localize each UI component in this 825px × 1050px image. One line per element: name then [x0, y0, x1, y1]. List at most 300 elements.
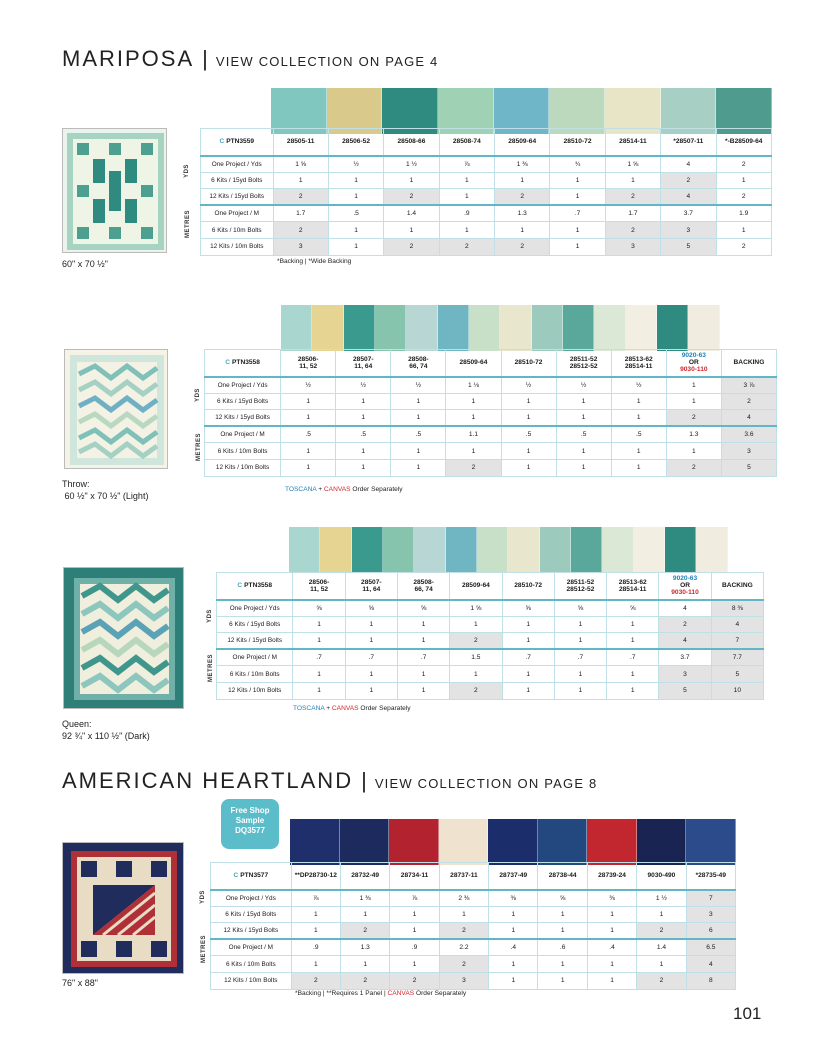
table-cell: .7: [607, 649, 659, 666]
note-part: CANVAS: [323, 486, 351, 493]
table-cell: 2: [666, 459, 721, 476]
table-cell: 1: [607, 682, 659, 699]
table-cell: 1: [538, 972, 587, 989]
table-cell: 1: [439, 189, 494, 206]
table-cell: 1: [345, 616, 397, 633]
table-cell: 1: [384, 222, 439, 239]
row-label: 12 Kits / 15yd Bolts: [211, 923, 292, 940]
table-cell: 1: [489, 923, 538, 940]
table-cell: 2: [716, 189, 772, 206]
row-label: One Project / M: [217, 649, 293, 666]
fabric-swatch: [406, 305, 437, 351]
table-cell: 4: [711, 616, 763, 633]
table-row: [201, 205, 772, 222]
table-cell: 1: [554, 682, 606, 699]
table-row: [211, 956, 736, 973]
table-cell: 1: [550, 172, 605, 189]
badge-line: DQ3577: [235, 826, 265, 835]
row-label: 12 Kits / 10m Bolts: [217, 682, 293, 699]
table-cell: ⅝: [397, 600, 449, 617]
fabric-swatch: [634, 527, 665, 573]
fabric-swatch: [594, 305, 625, 351]
table-cell: 2: [390, 972, 439, 989]
metres-group-label: METRES: [185, 209, 192, 239]
fabric-swatch: [488, 819, 538, 865]
table-row: [217, 633, 764, 650]
table-cell: 1: [611, 410, 666, 427]
solid-option-or: OR: [680, 582, 690, 590]
table-cell: 1: [328, 172, 383, 189]
mariposa-yardage-table: [200, 128, 772, 256]
table-cell: ⅞: [390, 890, 439, 907]
fabric-swatch: [563, 305, 594, 351]
table-cell: 1: [293, 633, 345, 650]
table-cell: 2: [450, 682, 502, 699]
metres-group-label: METRES: [196, 432, 203, 462]
fabric-column-header: 9030-490: [637, 863, 686, 890]
queen-size-caption: Queen: 92 ¾" x 110 ½" (Dark): [62, 719, 150, 741]
table-cell: 1 ½: [384, 156, 439, 173]
table-row: [211, 923, 736, 940]
table-cell: 1: [716, 222, 772, 239]
fabric-column-header: 28509-64: [446, 350, 501, 377]
table-cell: 2 ⅜: [439, 890, 488, 907]
table-cell: 1: [397, 682, 449, 699]
table-cell: 1.4: [637, 939, 686, 956]
table-cell: 2: [384, 189, 439, 206]
pattern-number: C PTN3559: [201, 129, 274, 156]
fabric-column-header: 28511-52 28512-52: [554, 573, 606, 600]
row-label: 12 Kits / 15yd Bolts: [205, 410, 281, 427]
table-cell: .7: [345, 649, 397, 666]
fabric-swatch: [340, 819, 390, 865]
fabric-column-header: 28506- 11, 52: [281, 350, 336, 377]
table-cell: .5: [611, 426, 666, 443]
table-cell: 1.5: [450, 649, 502, 666]
fabric-column-header: 28506- 11, 52: [293, 573, 345, 600]
table-cell: 1.3: [666, 426, 721, 443]
table-cell: 1: [345, 633, 397, 650]
throw-quilt-image: [64, 349, 168, 469]
fabric-swatch: [696, 527, 727, 573]
table-cell: 1: [328, 189, 383, 206]
pattern-number: C PTN3558: [205, 350, 281, 377]
fabric-column-header: 28739-24: [587, 863, 636, 890]
table-row: [217, 600, 764, 617]
table-cell: 1 ⅜: [495, 156, 550, 173]
badge-line: Free Shop: [230, 806, 270, 815]
fabric-swatch: [688, 305, 719, 351]
heartland-title: AMERICAN HEARTLAND: [62, 768, 354, 793]
heartland-subtitle: VIEW COLLECTION ON PAGE 8: [374, 776, 598, 791]
table-cell: 2: [721, 393, 776, 410]
table-cell: 3: [686, 906, 735, 923]
row-label: 6 Kits / 15yd Bolts: [217, 616, 293, 633]
table-row: [211, 890, 736, 907]
table-cell: 1: [556, 393, 611, 410]
row-label: 6 Kits / 10m Bolts: [201, 222, 274, 239]
table-cell: 1: [538, 956, 587, 973]
table-row: [201, 189, 772, 206]
fabric-swatch: [344, 305, 375, 351]
solid-option-red: 9030-110: [680, 366, 708, 374]
table-cell: 1: [637, 956, 686, 973]
table-cell: 2: [495, 238, 550, 255]
mariposa-quilt-image: [62, 128, 167, 253]
table-cell: .7: [502, 649, 554, 666]
table-row: [217, 616, 764, 633]
table-cell: 1: [502, 616, 554, 633]
table-cell: 2.2: [439, 939, 488, 956]
table-cell: 5: [721, 459, 776, 476]
fabric-swatch: [538, 819, 588, 865]
table-cell: 1: [391, 443, 446, 460]
row-label: One Project / M: [205, 426, 281, 443]
table-cell: 1: [340, 906, 389, 923]
heartland-heading: [62, 768, 597, 794]
queen-fabric-swatches: [289, 527, 728, 573]
table-cell: 5: [659, 682, 711, 699]
fabric-swatch: [532, 305, 563, 351]
table-cell: 2: [273, 222, 328, 239]
note-part: TOSCANA: [285, 486, 317, 493]
queen-quilt-image: [63, 567, 184, 709]
table-cell: 1: [554, 616, 606, 633]
table-row: [211, 939, 736, 956]
table-cell: 7: [711, 633, 763, 650]
table-cell: 2: [666, 410, 721, 427]
table-cell: .5: [281, 426, 336, 443]
fabric-column-header: 28506-52: [328, 129, 383, 156]
table-cell: 5: [711, 666, 763, 683]
fabric-column-header: 28737-11: [439, 863, 488, 890]
table-cell: 1: [293, 666, 345, 683]
table-cell: 2: [439, 923, 488, 940]
solid-option-or: OR: [688, 359, 699, 367]
fabric-swatch: [686, 819, 736, 865]
table-cell: 3: [605, 238, 660, 255]
table-cell: 1.3: [495, 205, 550, 222]
table-cell: 1: [556, 410, 611, 427]
table-cell: 8 ⅜: [711, 600, 763, 617]
table-cell: 1: [556, 443, 611, 460]
fabric-swatch: [375, 305, 406, 351]
table-cell: .5: [391, 426, 446, 443]
fabric-column-header: 28734-11: [390, 863, 439, 890]
table-cell: 1: [291, 956, 340, 973]
note-part: +: [324, 705, 332, 712]
table-cell: 1: [291, 906, 340, 923]
table-cell: 6: [686, 923, 735, 940]
heartland-order-note: [295, 990, 466, 997]
fabric-swatch: [602, 527, 633, 573]
row-label: One Project / Yds: [205, 377, 281, 394]
table-cell: 1: [502, 682, 554, 699]
row-label: One Project / M: [211, 939, 292, 956]
page-number: 101: [733, 1004, 762, 1023]
table-cell: 1: [489, 906, 538, 923]
fabric-swatch: [540, 527, 571, 573]
fabric-column-header: 28508-66: [384, 129, 439, 156]
table-cell: 1: [384, 172, 439, 189]
row-label: One Project / Yds: [201, 156, 274, 173]
table-cell: .7: [293, 649, 345, 666]
queen-order-note: [293, 705, 411, 712]
c-logo-icon: C: [225, 359, 231, 367]
table-cell: 1: [281, 410, 336, 427]
table-cell: 1: [345, 666, 397, 683]
table-cell: 1: [607, 666, 659, 683]
table-cell: 2: [716, 156, 772, 173]
table-cell: 1: [501, 410, 556, 427]
mariposa-subtitle: VIEW COLLECTION ON PAGE 4: [215, 54, 439, 69]
table-cell: 1: [556, 459, 611, 476]
table-cell: .5: [336, 426, 391, 443]
c-logo-icon: C: [237, 582, 243, 590]
fabric-swatch: [665, 527, 696, 573]
table-cell: 1: [345, 682, 397, 699]
solid-option-blue: 9020-63: [681, 352, 706, 360]
table-cell: ⅞: [291, 890, 340, 907]
fabric-column-header: 28507- 11, 64: [336, 350, 391, 377]
solid-option-red: 9030-110: [671, 589, 699, 597]
fabric-column-header: *28507-11: [661, 129, 716, 156]
table-cell: 3: [659, 666, 711, 683]
fabric-column-header: 28732-49: [340, 863, 389, 890]
fabric-column-header: 28511-52 28512-52: [556, 350, 611, 377]
table-cell: 1: [328, 238, 383, 255]
fabric-swatch: [320, 527, 351, 573]
table-cell: 10: [711, 682, 763, 699]
note-part: Order Separately: [414, 990, 467, 997]
table-cell: ⅞: [439, 156, 494, 173]
table-cell: 2: [340, 972, 389, 989]
table-cell: 1: [397, 666, 449, 683]
c-logo-icon: C: [233, 872, 239, 880]
table-cell: 1: [502, 666, 554, 683]
row-label: 6 Kits / 15yd Bolts: [211, 906, 292, 923]
table-row: [217, 666, 764, 683]
solid-option-blue: 9020-63: [672, 575, 698, 583]
row-label: 6 Kits / 15yd Bolts: [201, 172, 274, 189]
fabric-column-header: 28514-11: [605, 129, 660, 156]
table-cell: .7: [554, 649, 606, 666]
table-cell: 3: [273, 238, 328, 255]
fabric-swatch: [290, 819, 340, 865]
table-cell: 2: [291, 972, 340, 989]
table-cell: 1: [587, 972, 636, 989]
table-cell: ½: [281, 377, 336, 394]
row-label: 12 Kits / 10m Bolts: [201, 238, 274, 255]
table-cell: 3 ⅞: [721, 377, 776, 394]
table-cell: 1: [336, 410, 391, 427]
table-cell: 1: [281, 393, 336, 410]
table-cell: 1 ⅝: [450, 600, 502, 617]
mariposa-heading: [62, 46, 439, 72]
fabric-swatch: [500, 305, 531, 351]
table-row: [201, 156, 772, 173]
fabric-column-header: 28738-44: [538, 863, 587, 890]
table-cell: 1.4: [384, 205, 439, 222]
table-cell: 1: [439, 906, 488, 923]
fabric-column-header: 28509-64: [495, 129, 550, 156]
heartland-size-caption: 76" x 88": [62, 978, 98, 988]
table-cell: .9: [390, 939, 439, 956]
fabric-column-header: 28505-11: [273, 129, 328, 156]
throw-fabric-swatches: [281, 305, 720, 351]
row-label: 12 Kits / 10m Bolts: [211, 972, 292, 989]
table-cell: 1: [391, 393, 446, 410]
fabric-column-header: 28507- 11, 64: [345, 573, 397, 600]
table-row: [211, 972, 736, 989]
table-cell: 1: [611, 393, 666, 410]
fabric-column-header: 28508- 66, 74: [397, 573, 449, 600]
fabric-column-header: 28510-72: [502, 573, 554, 600]
table-row: [201, 222, 772, 239]
table-cell: 1: [397, 616, 449, 633]
table-cell: 1: [390, 956, 439, 973]
table-cell: 1: [501, 459, 556, 476]
table-cell: ⅝: [538, 890, 587, 907]
table-cell: 1: [281, 459, 336, 476]
table-cell: 1 ⅝: [605, 156, 660, 173]
table-cell: 1 ⅜: [340, 890, 389, 907]
table-cell: 1: [666, 393, 721, 410]
table-cell: ½: [611, 377, 666, 394]
fabric-column-header: *28735-49: [686, 863, 735, 890]
yds-group-label: YDS: [206, 609, 213, 623]
table-cell: 1: [666, 443, 721, 460]
table-row: [201, 238, 772, 255]
table-cell: 1.9: [716, 205, 772, 222]
fabric-column-header: 28508- 66, 74: [391, 350, 446, 377]
row-label: One Project / M: [201, 205, 274, 222]
table-cell: 2: [495, 189, 550, 206]
fabric-swatch: [477, 527, 508, 573]
table-row: [205, 459, 777, 476]
table-cell: 6.5: [686, 939, 735, 956]
table-cell: 4: [721, 410, 776, 427]
table-cell: 2: [605, 222, 660, 239]
free-shop-sample-badge[interactable]: [221, 799, 279, 849]
table-cell: 1: [554, 666, 606, 683]
table-cell: 1: [489, 956, 538, 973]
table-cell: 1: [336, 393, 391, 410]
table-cell: 1.7: [605, 205, 660, 222]
note-part: CANVAS: [387, 990, 415, 997]
table-cell: 3: [661, 222, 716, 239]
table-cell: 1: [605, 172, 660, 189]
table-cell: 1: [550, 189, 605, 206]
table-cell: 1: [607, 616, 659, 633]
fabric-swatch: [626, 305, 657, 351]
row-label: 12 Kits / 10m Bolts: [205, 459, 281, 476]
mariposa-title: MARIPOSA: [62, 46, 195, 71]
pattern-number: C PTN3558: [217, 573, 293, 600]
table-cell: 1: [291, 923, 340, 940]
table-cell: 1: [391, 459, 446, 476]
table-row: [205, 426, 777, 443]
table-cell: 4: [686, 956, 735, 973]
table-cell: 1 ½: [637, 890, 686, 907]
mariposa-backing-note: *Backing | *Wide Backing: [277, 258, 352, 265]
fabric-swatch: [446, 527, 477, 573]
table-cell: 1: [502, 633, 554, 650]
note-part: Order Separately: [350, 486, 403, 493]
row-label: 12 Kits / 15yd Bolts: [217, 633, 293, 650]
table-cell: .5: [328, 205, 383, 222]
table-cell: 1: [587, 956, 636, 973]
table-cell: 1: [446, 410, 501, 427]
table-cell: 1: [281, 443, 336, 460]
table-cell: 1: [550, 238, 605, 255]
table-cell: 1.7: [273, 205, 328, 222]
yds-group-label: YDS: [183, 164, 190, 178]
table-cell: ⅝: [607, 600, 659, 617]
metres-group-label: METRES: [201, 934, 208, 964]
table-cell: 2: [439, 956, 488, 973]
table-cell: 8: [686, 972, 735, 989]
table-cell: 3.7: [659, 649, 711, 666]
table-cell: .5: [501, 426, 556, 443]
table-cell: 1: [587, 906, 636, 923]
heartland-quilt-image: [62, 842, 184, 974]
table-cell: 3.6: [721, 426, 776, 443]
table-cell: .5: [556, 426, 611, 443]
table-cell: 1.3: [340, 939, 389, 956]
table-cell: 1: [489, 972, 538, 989]
heartland-fabric-swatches: [290, 819, 736, 865]
table-row: [201, 172, 772, 189]
pattern-number: C PTN3577: [211, 863, 292, 890]
fabric-swatch: [438, 305, 469, 351]
table-cell: 2: [605, 189, 660, 206]
table-cell: 1: [450, 616, 502, 633]
table-cell: 1: [390, 906, 439, 923]
note-part: CANVAS: [331, 705, 359, 712]
table-cell: .6: [538, 939, 587, 956]
table-cell: .7: [550, 205, 605, 222]
table-cell: ⅝: [502, 600, 554, 617]
table-cell: 1: [611, 443, 666, 460]
table-cell: 2: [716, 238, 772, 255]
table-cell: 5: [661, 238, 716, 255]
fabric-column-header: 28510-72: [550, 129, 605, 156]
title-separator: |: [202, 46, 208, 71]
table-cell: 4: [661, 189, 716, 206]
row-label: 6 Kits / 15yd Bolts: [205, 393, 281, 410]
table-row: [217, 682, 764, 699]
table-cell: 1: [340, 956, 389, 973]
table-cell: ⅜: [587, 890, 636, 907]
table-cell: 1: [637, 906, 686, 923]
table-cell: 1 ⅝: [273, 156, 328, 173]
note-part: TOSCANA: [293, 705, 325, 712]
row-label: 6 Kits / 10m Bolts: [211, 956, 292, 973]
row-label: One Project / Yds: [211, 890, 292, 907]
table-row: [205, 443, 777, 460]
fabric-swatch: [289, 527, 320, 573]
row-label: 6 Kits / 10m Bolts: [217, 666, 293, 683]
table-cell: 1: [273, 172, 328, 189]
table-row: [211, 906, 736, 923]
table-cell: 1 ⅛: [446, 377, 501, 394]
table-cell: 1: [446, 443, 501, 460]
fabric-column-header: 28508-74: [439, 129, 494, 156]
throw-yardage-table: [204, 349, 777, 477]
table-cell: 1: [607, 633, 659, 650]
table-cell: 1: [397, 633, 449, 650]
